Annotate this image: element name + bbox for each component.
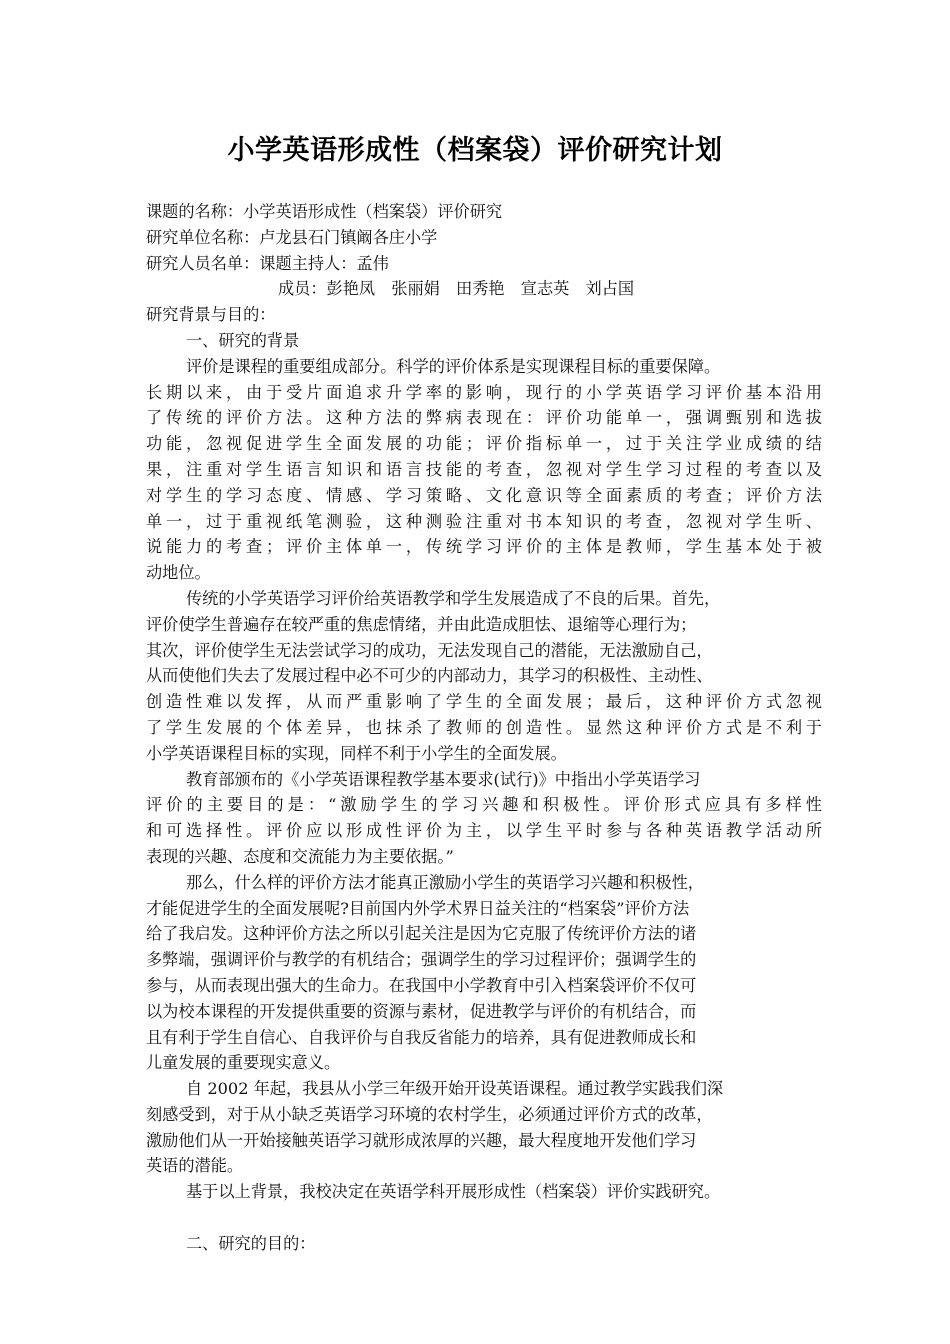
- text-line: 研究背景与目的：: [146, 305, 276, 325]
- text-line: 评价的主要目的是：“激励学生的学习兴趣和积极性。评价形式应具有多样性: [146, 795, 822, 815]
- text-line: 从而使他们失去了发展过程中必不可少的内部动力，其学习的积极性、主动性、: [146, 666, 713, 686]
- text-line: 单一，过于重视纸笔测验，这种测验注重对书本知识的考查，忽视对学生听、: [146, 511, 822, 531]
- text-line: 参与，从而表现出强大的生命力。在我国中小学教育中引入档案袋评价不仅可: [146, 975, 697, 995]
- text-line: 那么，什么样的评价方法才能真正激励小学生的英语学习兴趣和积极性，: [186, 872, 704, 892]
- text-line: 儿童发展的重要现实意义。: [146, 1053, 341, 1073]
- text-line: 评价使学生普遍存在较严重的焦虑情绪，并由此造成胆怯、退缩等心理行为；: [146, 614, 697, 634]
- text-line: 基于以上背景，我校决定在英语学科开展形成性（档案袋）评价实践研究。: [186, 1182, 721, 1202]
- text-line: 研究人员名单：课题主持人：孟伟: [146, 253, 389, 273]
- text-line: 且有利于学生自信心、自我评价与自我反省能力的培养，具有促进教师成长和: [146, 1027, 697, 1047]
- text-line: 自 2002 年起，我县从小学三年级开始开设英语课程。通过教学实践我们深: [186, 1079, 724, 1099]
- text-line: 长期以来，由于受片面追求升学率的影响，现行的小学英语学习评价基本沿用: [146, 382, 822, 402]
- text-line: 刻感受到，对于从小缺乏英语学习环境的农村学生，必须通过评价方式的改革，: [146, 1104, 713, 1124]
- text-line: 以为校本课程的开发提供重要的资源与素材，促进教学与评价的有机结合，而: [146, 1001, 697, 1021]
- text-line: 其次，评价使学生无法尝试学习的成功，无法发现自己的潜能，无法激励自己，: [146, 640, 713, 660]
- text-line: 果，注重对学生语言知识和语言技能的考查，忽视对学生学习过程的考查以及: [146, 459, 822, 479]
- document-body: [146, 199, 822, 1257]
- text-line: 对学生的学习态度、情感、学习策略、文化意识等全面素质的考查；评价方法: [146, 485, 822, 505]
- text-line: 了传统的评价方法。这种方法的弊病表现在：评价功能单一，强调甄别和选拔: [146, 408, 822, 428]
- text-line: 功能，忽视促进学生全面发展的功能；评价指标单一，过于关注学业成绩的结: [146, 434, 822, 454]
- text-line: 说能力的考查；评价主体单一，传统学习评价的主体是教师，学生基本处于被: [146, 537, 822, 557]
- blank-line: [146, 1205, 822, 1231]
- text-line: 了学生发展的个体差异，也抹杀了教师的创造性。显然这种评价方式是不利于: [146, 717, 822, 737]
- text-line: 课题的名称：小学英语形成性（档案袋）评价研究: [146, 202, 503, 221]
- text-line: 传统的小学英语学习评价给英语教学和学生发展造成了不良的后果。首先，: [186, 588, 721, 608]
- document-title: 小学英语形成性（档案袋）评价研究计划: [227, 135, 723, 166]
- text-line: 教育部颁布的《小学英语课程教学基本要求(试行)》中指出小学英语学习: [186, 769, 701, 789]
- text-line: 给了我启发。这种评价方法之所以引起关注是因为它克服了传统评价方法的诸: [146, 924, 697, 944]
- text-line: 一、研究的背景: [186, 330, 300, 350]
- text-line: 激励他们从一开始接触英语学习就形成浓厚的兴趣，最大程度地开发他们学习: [146, 1130, 697, 1150]
- text-line: 评价是课程的重要组成部分。科学的评价体系是实现课程目标的重要保障。: [186, 356, 721, 376]
- text-line: 成员：彭艳凤 张丽娟 田秀艳 宣志英 刘占国: [278, 279, 635, 299]
- text-line: 和可选择性。评价应以形成性评价为主，以学生平时参与各种英语教学活动所: [146, 821, 822, 841]
- text-line: 小学英语课程目标的实现，同样不利于小学生的全面发展。: [146, 743, 567, 763]
- text-line: 才能促进学生的全面发展呢?目前国内外学术界日益关注的“档案袋”评价方法: [146, 898, 690, 918]
- text-line: 二、研究的目的：: [186, 1233, 316, 1253]
- text-line: 英语的潜能。: [146, 1156, 244, 1176]
- text-line: 研究单位名称：卢龙县石门镇阚各庄小学: [146, 227, 438, 247]
- text-line: 表现的兴趣、态度和交流能力为主要依据。”: [146, 846, 454, 866]
- text-line: 创造性难以发挥，从而严重影响了学生的全面发展；最后，这种评价方式忽视: [146, 692, 822, 712]
- text-line: 动地位。: [146, 563, 211, 583]
- text-line: 多弊端，强调评价与教学的有机结合；强调学生的学习过程评价；强调学生的: [146, 950, 697, 970]
